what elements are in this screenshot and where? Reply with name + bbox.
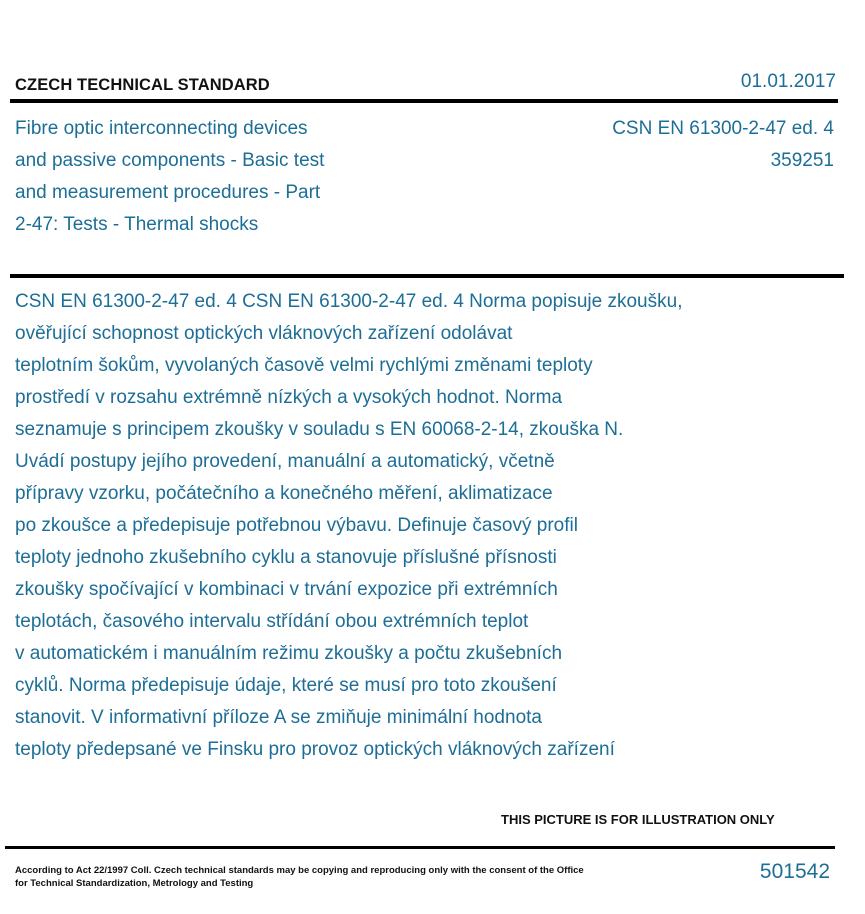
abstract-line: prostředí v rozsahu extrémně nízkých a vysokých hodnot. Norma [15, 387, 563, 408]
abstract-line: teploty jednoho zkušebního cyklu a stanovuje příslušné přísnosti [15, 547, 557, 568]
abstract-line: teplotním šokům, vyvolaných časově velmi rychlými změnami teploty [15, 355, 593, 376]
footer-legal-notice [15, 864, 584, 890]
abstract-line: ověřující schopnost optických vláknových zařízení odolávat [15, 323, 513, 344]
header-title: CZECH TECHNICAL STANDARD [15, 76, 270, 94]
abstract-line: přípravy vzorku, počátečního a konečného měření, aklimatizace [15, 483, 553, 504]
catalog-number: 359251 [770, 150, 834, 171]
publication-date: 01.01.2017 [740, 71, 836, 92]
document-title-line: and passive components - Basic test [15, 150, 325, 171]
abstract-line: teploty předepsané ve Finsku pro provoz optických vláknových zařízení [15, 739, 615, 760]
abstract-line: seznamuje s principem zkoušky v souladu s EN 60068-2-14, zkouška N. [15, 419, 624, 440]
abstract-line: cyklů. Norma předepisuje údaje, které se musí pro toto zkoušení [15, 675, 557, 696]
title-divider [10, 274, 844, 278]
footer-legal-line: According to Act 22/1997 Coll. Czech technical standards may be copying and reproducing only with the consent of the Office [15, 865, 584, 876]
footer-legal-line: for Technical Standardization, Metrology and Testing [15, 878, 254, 889]
abstract-line: zkoušky spočívající v kombinaci v trvání expozice při extrémních [15, 579, 558, 600]
abstract-line: teplotách, časového intervalu střídání obou extrémních teplot [15, 611, 529, 632]
abstract-line: po zkoušce a předepisuje potřebnou výbavu. Definuje časový profil [15, 515, 578, 536]
abstract-line: CSN EN 61300-2-47 ed. 4 CSN EN 61300-2-47 ed. 4 Norma popisuje zkoušku, [15, 291, 683, 312]
abstract-line: stanovit. V informativní příloze A se zmiňuje minimální hodnota [15, 707, 542, 728]
abstract-line: Uvádí postupy jejího provedení, manuální a automatický, včetně [15, 451, 555, 472]
abstract-line: v automatickém i manuálním režimu zkoušky a počtu zkušebních [15, 643, 563, 664]
footer-document-code: 501542 [759, 860, 830, 883]
standard-identifier-block [612, 113, 834, 177]
document-title [15, 113, 395, 241]
abstract-text [15, 286, 815, 766]
illustration-note: THIS PICTURE IS FOR ILLUSTRATION ONLY [501, 812, 775, 827]
header-divider [10, 99, 838, 103]
document-title-line: Fibre optic interconnecting devices [15, 118, 308, 139]
document-title-line: and measurement procedures - Part [15, 182, 321, 203]
document-title-line: 2-47: Tests - Thermal shocks [15, 214, 259, 235]
standard-id: CSN EN 61300-2-47 ed. 4 [612, 118, 834, 139]
footer-divider [5, 846, 835, 849]
